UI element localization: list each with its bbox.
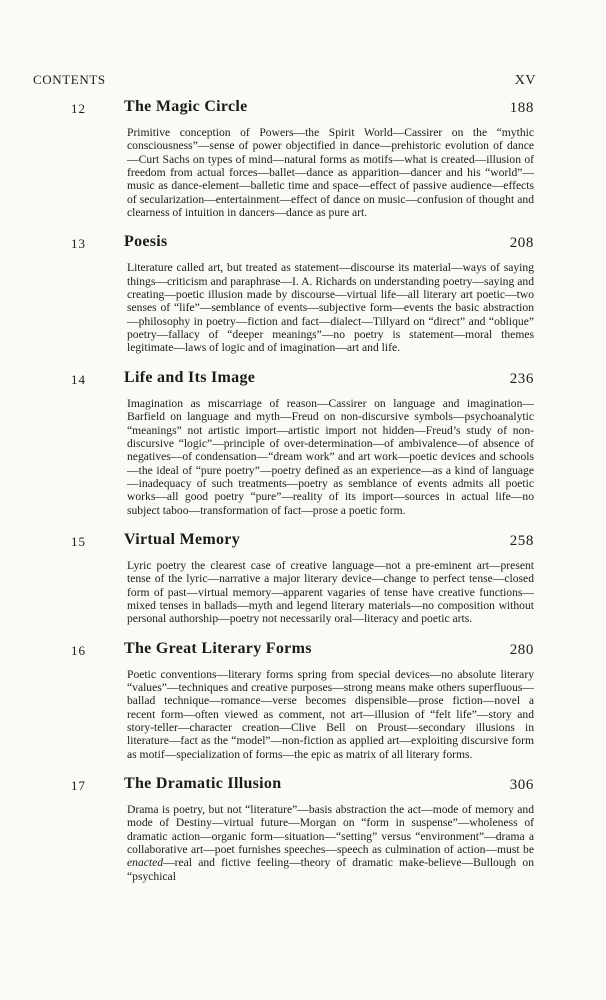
chapter-page: 280 [509, 641, 534, 658]
chapter-description: Lyric poetry the clearest case of creative language—not a pre-eminent art—present tense of the lyric—narrative a major literary device—change to perfect tense—closed form of past—virtual memory—apparent vagaries of tense have creative functions—mixed tenses in ballads—myth and legend literary materials—no composition without personal authorship—poetry not necessarily oral—literacy and poetic arts. [127, 558, 534, 626]
chapter-description [127, 803, 534, 883]
chapter-heading [0, 98, 606, 120]
chapter-number: 16 [71, 642, 86, 658]
chapter-entry [0, 98, 606, 219]
chapter-number: 12 [71, 101, 86, 116]
chapter-page: 208 [509, 235, 534, 252]
chapter-number: 13 [71, 236, 86, 252]
chapter-page: 188 [509, 100, 534, 116]
chapter-description: Poetic conventions—literary forms spring from special devices—no absolute literary “values”—techniques and creative purposes—strong means make others superfluous—ballad technique—romance—verse becomes dispensible—prose fiction—novel a recent form—often viewed as comment, not art—illusion of “felt life”—story and story-teller—character creation—Clive Bell on Proust—secondary illusions in literature—fact as the “model”—non-fiction as applied art—exploiting discursive form as motif—specialization of forms—the epic as matrix of all literary forms. [127, 667, 534, 761]
chapter-number: 14 [71, 371, 86, 387]
chapter-title: The Dramatic Illusion [124, 775, 282, 793]
chapter-page: 236 [509, 370, 534, 387]
chapter-page: 306 [509, 777, 534, 794]
chapter-page: 258 [509, 532, 534, 549]
chapter-description-text: Drama is poetry, but not “literature”—basis abstraction the act—mode of memory and mode of Destiny—virtual future—Morgan on “form in suspense”—wholeness of dramatic action—organic form—situation—“setting” versus “environment”—drama a collaborative art—poet furnishes speeches—speech as culmination of action—must be [127, 803, 534, 857]
chapter-title: The Great Literary Forms [124, 639, 312, 657]
chapter-number: 15 [71, 533, 86, 549]
chapter-entry [0, 233, 606, 354]
chapter-title: The Magic Circle [124, 98, 248, 115]
chapter-entry [0, 369, 606, 517]
chapter-description: Literature called art, but treated as statement—discourse its material—ways of saying things—criticism and paraphrase—I. A. Richards on understanding poetry—saying and creating—poetic illusion made by discourse—virtual life—all literary art poetic—two senses of “life”—semblance of events—subjective form—events the basic abstraction—philosophy in poetry—fiction and fact—dialect—Tillyard on “direct” and “oblique” poetry—fallacy of “deeper meanings”—no poetry is statement—moral themes legitimate—laws of logic and of imagination—art and life. [127, 261, 534, 355]
chapter-description-text: —real and fictive feeling—theory of dramatic make-believe—Bullough on “psychical [127, 856, 534, 883]
chapter-number: 17 [71, 778, 86, 794]
chapter-entry [0, 775, 606, 883]
running-head [33, 72, 536, 89]
chapter-description: Imagination as miscarriage of reason—Cassirer on language and imagination—Barfield on language and myth—Freud on non-discursive symbols—psychoanalytic “meanings” not artistic import—artistic import not hidden—Freud’s study of non-discursive “logic”—principle of over-determination—of ambivalence—of absence of negatives—of condensation—“dream work” and art work—poetic devices and schools—the ideal of “pure poetry”—poetry defined as an experience—as a kind of language—inadequacy of such treatments—poetry as semblance of events admits all poetic works—all good poetry “pure”—reality of its import—sources in actual life—no subject taboo—transformation of fact—prose a poetic form. [127, 396, 534, 517]
chapter-heading [0, 233, 606, 255]
contents-list [0, 98, 606, 897]
chapter-title: Poesis [124, 233, 168, 251]
chapter-title: Virtual Memory [124, 530, 241, 548]
chapter-entry [0, 531, 606, 626]
chapter-entry [0, 640, 606, 761]
chapter-heading [0, 531, 606, 553]
chapter-heading [0, 640, 606, 662]
page-number: XV [514, 73, 536, 88]
chapter-heading [0, 369, 606, 391]
chapter-description-emphasis: enacted [127, 856, 164, 870]
chapter-heading [0, 775, 606, 797]
running-head-title: CONTENTS [33, 72, 106, 87]
chapter-title: Life and Its Image [124, 368, 256, 386]
chapter-description: Primitive conception of Powers—the Spirit World—Cassirer on the “mythic consciousness”—sense of power objectified in dance—prehistoric evolution of dance—Curt Sachs on types of mind—natural forms as motifs—what is created—illusion of freedom from actual forces—ballet—dance as apparition—dancer and his “world”—music as dance-element—balletic time and space—effect of passive audience—effects of secularization—entertainment—effect of dance on music—confusion of thought and clearness of intuition in dancers—dance as pure art. [127, 126, 534, 220]
